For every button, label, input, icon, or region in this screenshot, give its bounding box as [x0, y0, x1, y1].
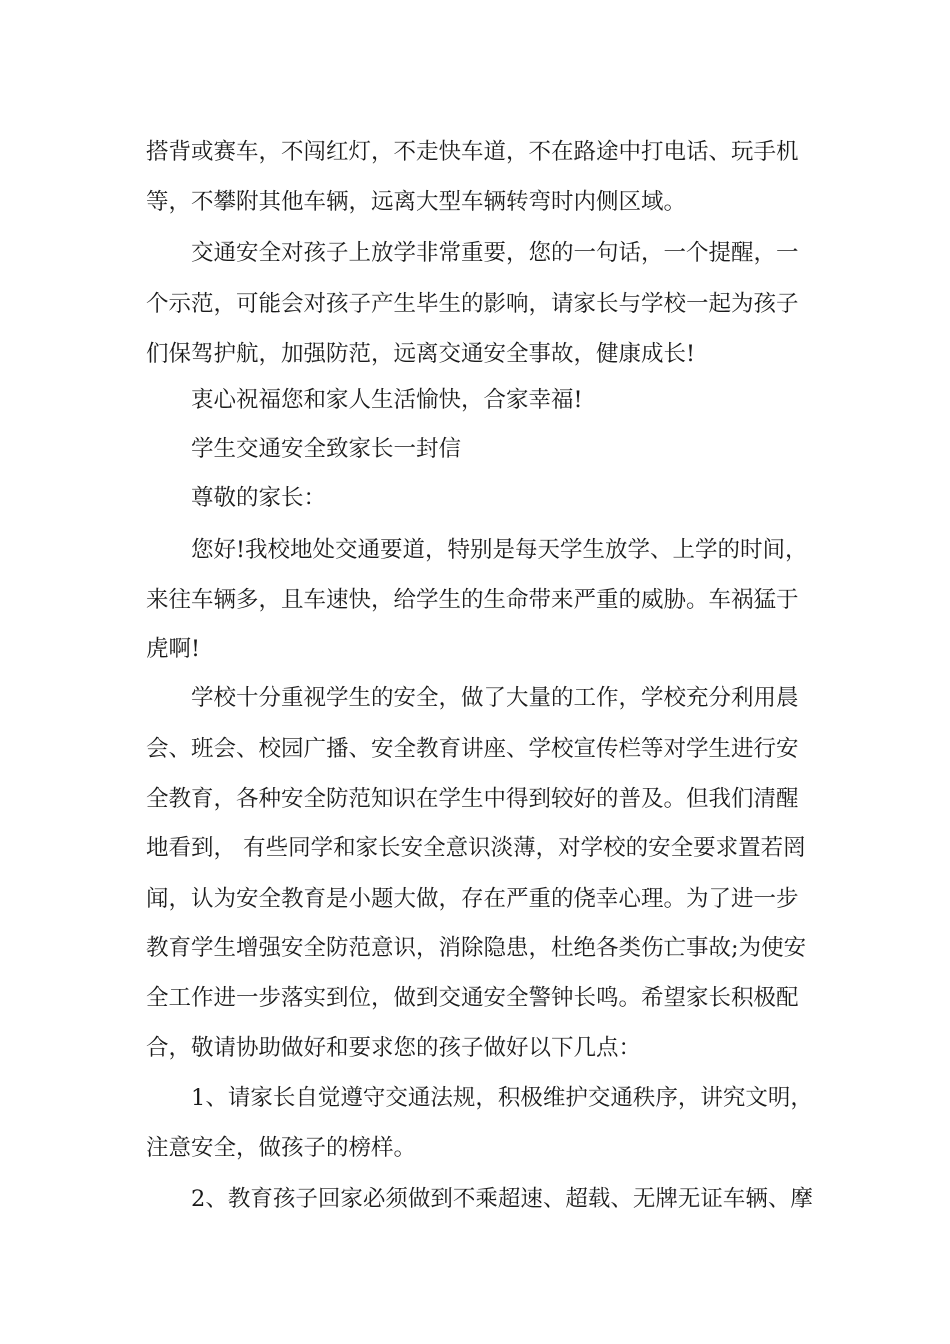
paragraph-line: 您好!我校地处交通要道，特别是每天学生放学、上学的时间，: [191, 537, 808, 563]
paragraph-line: 们保驾护航，加强防范，远离交通安全事故，健康成长!: [146, 341, 696, 367]
closing-wishes: 衷心祝福您和家人生活愉快，合家幸福!: [191, 387, 583, 413]
list-item-2: 2、教育孩子回家必须做到不乘超速、超载、无牌无证车辆、摩: [191, 1186, 813, 1212]
paragraph-line: 闻，认为安全教育是小题大做，存在严重的侥幸心理。为了进一步: [146, 886, 799, 912]
letter-title: 学生交通安全致家长一封信: [191, 436, 462, 462]
paragraph-line: 会、班会、校园广播、安全教育讲座、学校宣传栏等对学生进行安: [146, 736, 799, 762]
paragraph-line: 个示范，可能会对孩子产生毕生的影响，请家长与学校一起为孩子: [146, 291, 799, 317]
paragraph-line: 全工作进一步落实到位，做到交通安全警钟长鸣。希望家长积极配: [146, 985, 799, 1011]
paragraph-line: 学校十分重视学生的安全，做了大量的工作，学校充分利用晨: [191, 685, 799, 711]
list-item-1-continued: 注意安全，做孩子的榜样。: [146, 1135, 417, 1161]
paragraph-line: 地看到， 有些同学和家长安全意识淡薄，对学校的安全要求置若罔: [146, 835, 806, 861]
paragraph-line: 等，不攀附其他车辆，远离大型车辆转弯时内侧区域。: [146, 189, 687, 215]
paragraph-line: 全教育，各种安全防范知识在学生中得到较好的普及。但我们清醒: [146, 786, 799, 812]
paragraph-line: 合，敬请协助做好和要求您的孩子做好以下几点：: [146, 1035, 642, 1061]
list-item-1: 1、请家长自觉遵守交通法规，积极维护交通秩序，讲究文明，: [191, 1085, 813, 1111]
paragraph-line: 来往车辆多，且车速快，给学生的生命带来严重的威胁。车祸猛于: [146, 587, 799, 613]
paragraph-line: 交通安全对孩子上放学非常重要，您的一句话，一个提醒，一: [191, 240, 799, 266]
paragraph-line: 虎啊!: [146, 636, 201, 662]
paragraph-line: 搭背或赛车，不闯红灯，不走快车道，不在路途中打电话、玩手机: [146, 139, 799, 165]
paragraph-line: 教育学生增强安全防范意识，消除隐患，杜绝各类伤亡事故;为使安: [146, 935, 807, 961]
salutation: 尊敬的家长：: [191, 485, 327, 511]
